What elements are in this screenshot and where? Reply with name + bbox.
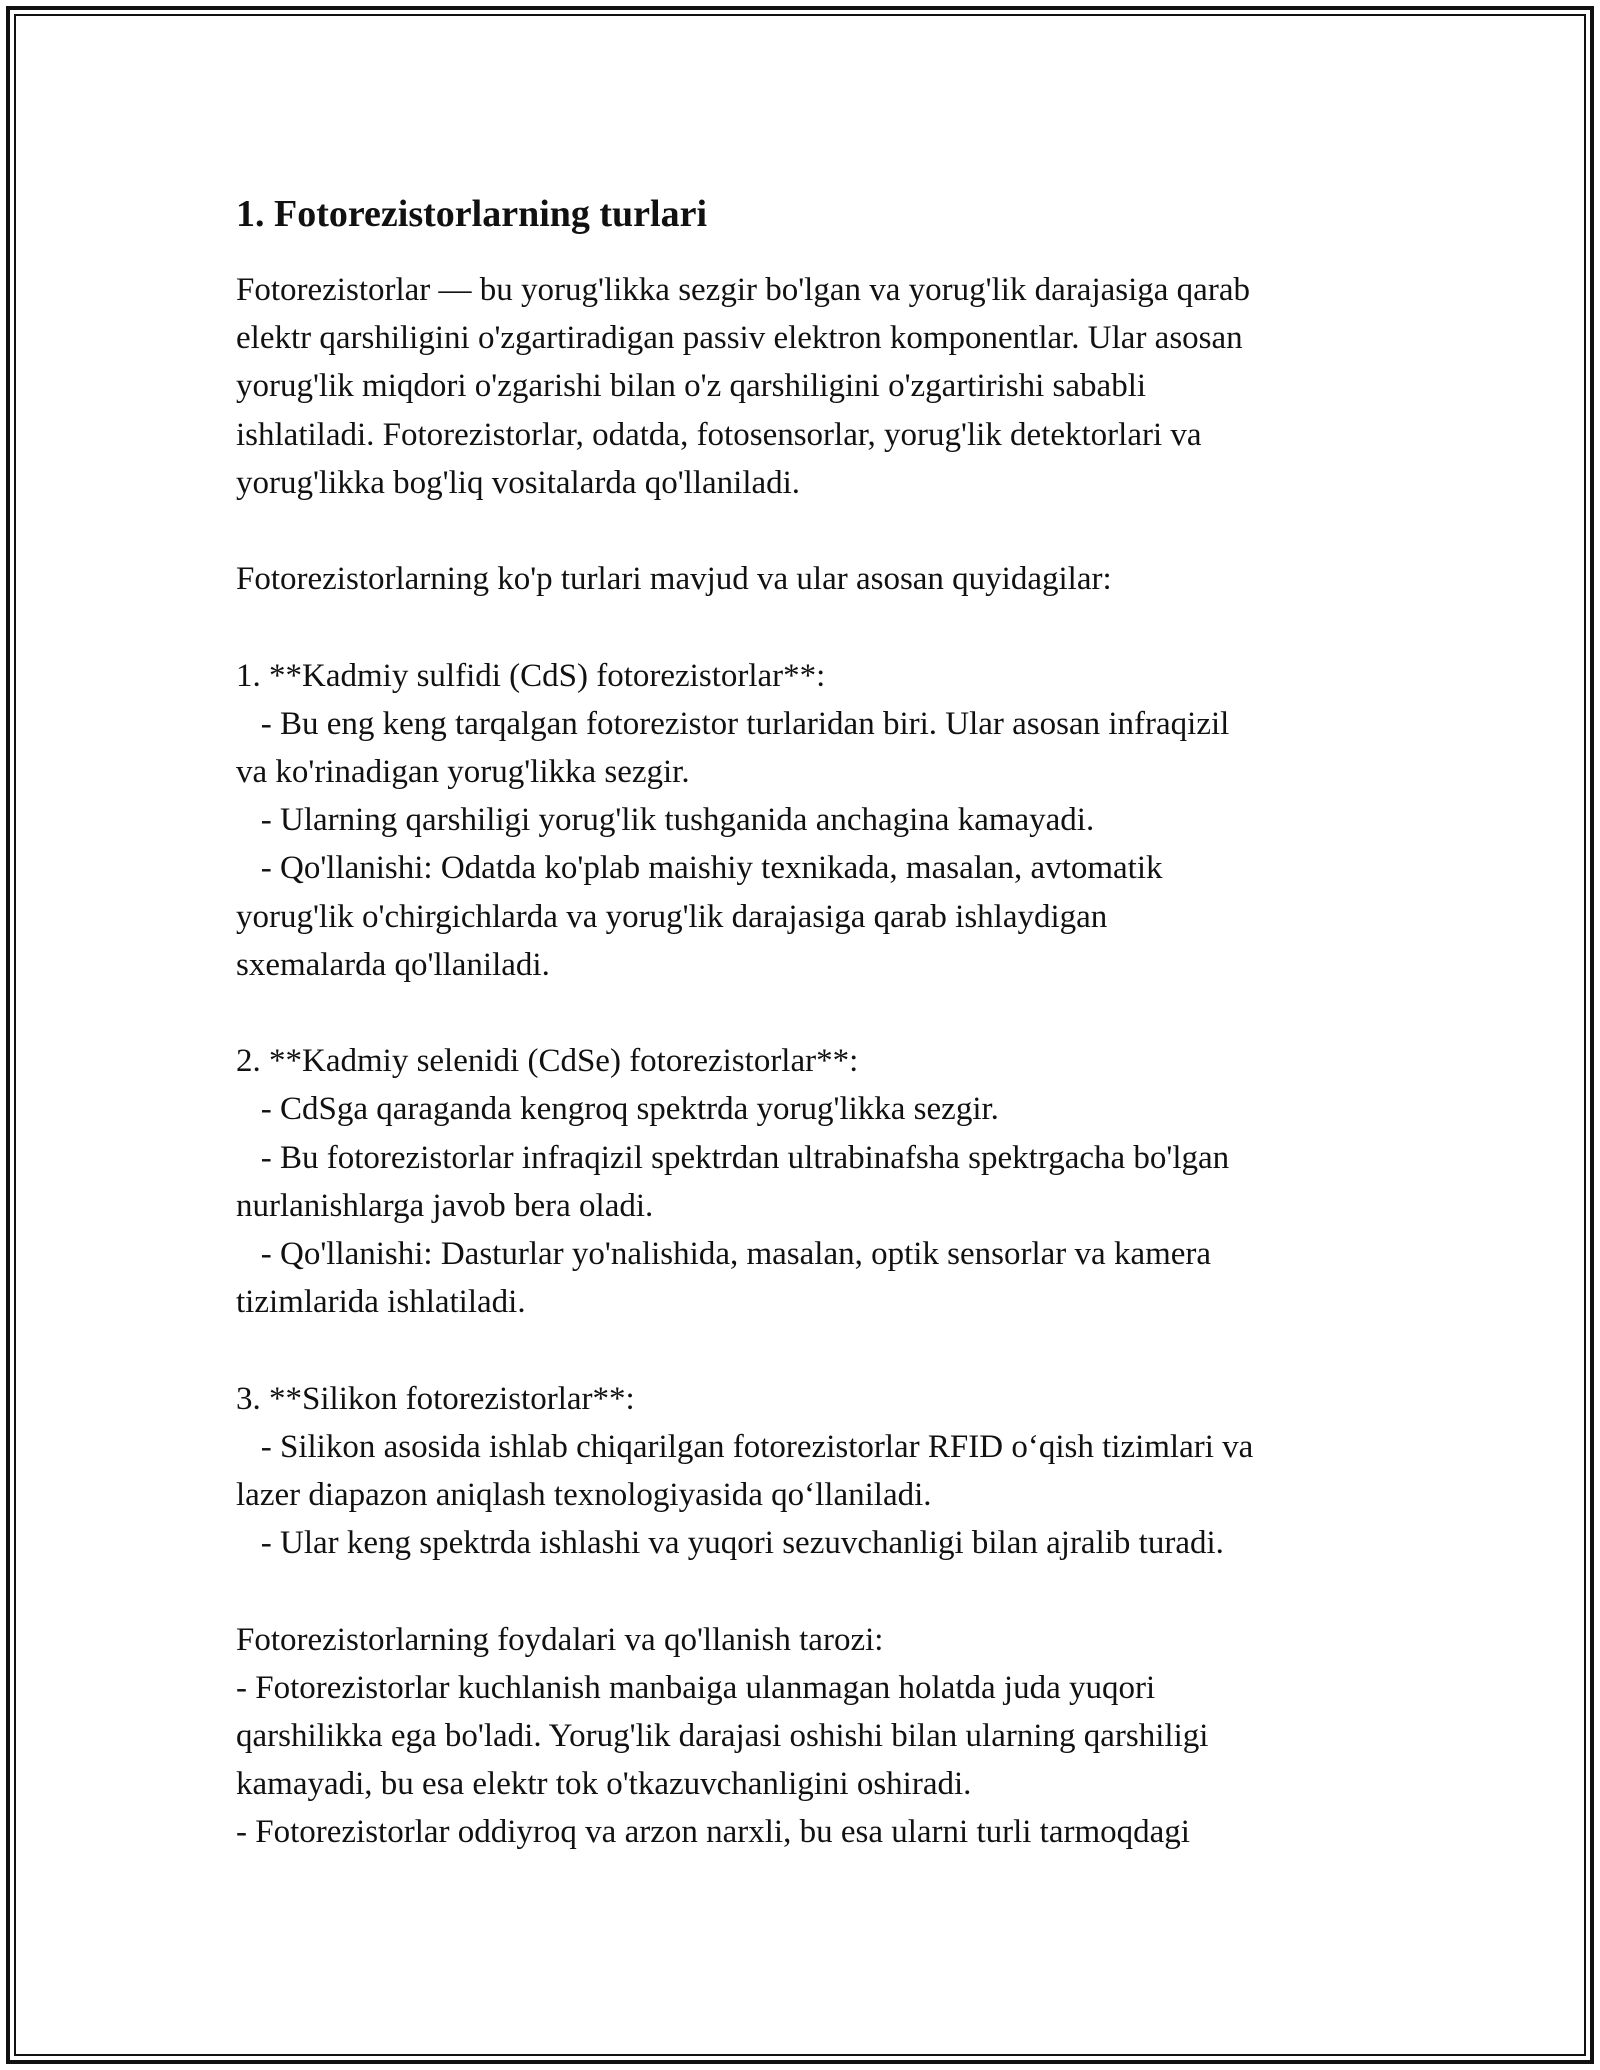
paragraph-gap — [236, 1326, 1386, 1374]
paragraph-gap — [236, 1567, 1386, 1615]
document-title: 1. Fotorezistorlarning turlari — [236, 193, 708, 235]
type-cdse-section: 2. **Kadmiy selenidi (CdSe) fotorezistorlar**: - CdSga qaraganda kengroq spektrda yorug'likka sezgir. - Bu fotorezistorlar infraqizil spektrdan ultrabinafsha spektrgacha bo'lgan nurlanishlarga javob bera oladi. - Qo'llanishi: Dasturlar yo'nalishida, masalan, optik sensorlar va kamera tizimlarida ishlatiladi. — [236, 1043, 1230, 1321]
type-cds-section: 1. **Kadmiy sulfidi (CdS) fotorezistorlar**: - Bu eng keng tarqalgan fotorezistor turlaridan biri. Ular asosan infraqizil va ko'rinadigan yorug'likka sezgir. - Ularning qarshiligi yorug'lik tushganida anchagina kamayadi. - Qo'llanishi: Odatda ko'plab maishiy texnikada, masalan, avtomatik yorug'lik o'chirgichlarda va yorug'lik darajasiga qarab ishlaydigan sxemalarda qo'llaniladi. — [236, 657, 1230, 983]
paragraph-gap — [236, 989, 1386, 1037]
paragraph-gap — [236, 507, 1386, 555]
type-silicon-section: 3. **Silikon fotorezistorlar**: - Silikon asosida ishlab chiqarilgan fotorezistorlar RFID o‘qish tizimlari va lazer diapazon aniqlash texnologiyasida qo‘llaniladi. - Ular keng spektrda ishlashi va yuqori sezuvchanligi bilan ajralib turadi. — [236, 1380, 1254, 1562]
intro-paragraph: Fotorezistorlar — bu yorug'likka sezgir bo'lgan va yorug'lik darajasiga qarab elektr qarshiligini o'zgartiradigan passiv elektron komponentlar. Ular asosan yorug'lik miqdori o'zgarishi bilan o'z qarshiligini o'zgartirishi sababli ishlatiladi. Fotorezistorlar, odatda, fotosensorlar, yorug'lik detektorlari va yorug'likka bog'liq vositalarda qo'llaniladi. — [236, 272, 1250, 501]
document-body — [236, 184, 1386, 1857]
benefits-section: Fotorezistorlarning foydalari va qo'llanish tarozi: - Fotorezistorlar kuchlanish manbaiga ulanmagan holatda juda yuqori qarshilikka ega bo'ladi. Yorug'lik darajasi oshishi bilan ularning qarshiligi kamayadi, bu esa elektr tok o'tkazuvchanligini oshiradi. - Fotorezistorlar oddiyroq va arzon narxli, bu esa ularni turli tarmoqdagi — [236, 1621, 1209, 1851]
types-intro-paragraph: Fotorezistorlarning ko'p turlari mavjud va ular asosan quyidagilar: — [236, 561, 1112, 598]
paragraph-gap — [236, 603, 1386, 651]
